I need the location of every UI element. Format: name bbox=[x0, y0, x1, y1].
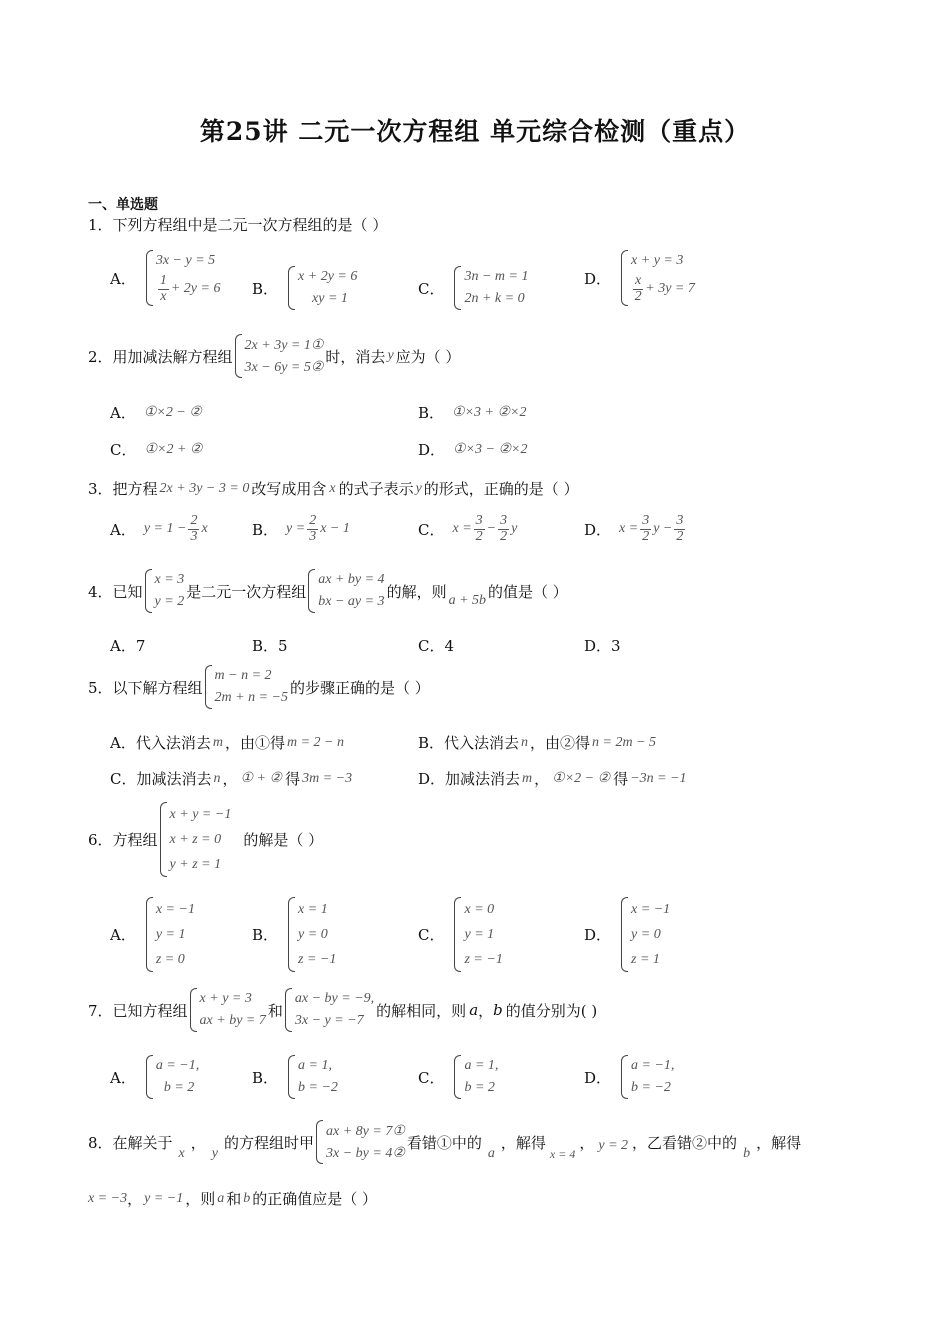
equation: b = 2 bbox=[464, 1080, 495, 1095]
variable: m bbox=[522, 770, 533, 786]
q3-option-a[interactable] bbox=[110, 514, 208, 544]
equation: x = −1 bbox=[631, 901, 671, 917]
option-label: C． bbox=[110, 441, 137, 459]
option-text: 得 bbox=[613, 770, 629, 788]
question-text: 的解是（ ） bbox=[243, 831, 324, 849]
equation: m − n = 2 bbox=[214, 668, 272, 683]
brace-icon bbox=[288, 266, 295, 310]
question-text: 2．用加减法解方程组 bbox=[88, 347, 233, 366]
question-text: 1．下列方程组中是二元一次方程组的是（ ） bbox=[88, 216, 388, 234]
variable: b bbox=[493, 1001, 503, 1019]
option-text: B．代入法消去 bbox=[418, 734, 520, 752]
variable: a bbox=[487, 1146, 495, 1161]
equation-system bbox=[288, 266, 357, 310]
denominator: 2 bbox=[500, 528, 508, 544]
question-text: 7．已知方程组 bbox=[88, 1001, 188, 1020]
equation: y = 0 bbox=[298, 926, 328, 942]
variable: m bbox=[212, 734, 223, 750]
question-text: 的值是（ ） bbox=[488, 582, 568, 601]
question-2-stem bbox=[88, 334, 460, 378]
option-text: ，由①得 bbox=[224, 734, 285, 752]
option-label: B． bbox=[252, 926, 279, 944]
solution-system bbox=[288, 1055, 338, 1099]
brace-icon bbox=[146, 1055, 153, 1099]
equation-system bbox=[190, 988, 266, 1032]
question-text: 是二元一次方程组 bbox=[186, 582, 307, 601]
equation: b = −2 bbox=[298, 1080, 338, 1095]
question-3-stem bbox=[88, 478, 579, 499]
solution-system bbox=[621, 897, 670, 972]
numerator: 3 bbox=[676, 513, 684, 528]
question-text: 的解，则 bbox=[386, 582, 447, 601]
question-text: ，乙看错②中的 bbox=[632, 1133, 738, 1152]
option-expression: ①×2 − ② bbox=[143, 405, 202, 420]
q4-option-d[interactable] bbox=[584, 635, 621, 656]
option-label: A． bbox=[110, 926, 136, 944]
equation: ax + by = 4 bbox=[318, 572, 385, 587]
section-heading: 一、单选题 bbox=[88, 197, 158, 213]
equation: 2x + 3y = 1① bbox=[244, 337, 324, 353]
option-expression: ①×3 + ②×2 bbox=[452, 405, 527, 420]
brace-icon bbox=[621, 897, 628, 972]
question-6-stem bbox=[88, 802, 323, 877]
equation: y = 1 bbox=[464, 926, 495, 942]
equation: ax + by = 7 bbox=[199, 1013, 266, 1028]
q1-option-c[interactable] bbox=[418, 266, 531, 310]
equation: n = 2m − 5 bbox=[592, 734, 657, 750]
expression-part: y bbox=[511, 521, 518, 537]
equation: 2x + 3y − 3 = 0 bbox=[159, 480, 250, 496]
q6-option-b[interactable] bbox=[252, 897, 338, 972]
equation: z = −1 bbox=[298, 951, 337, 967]
variable: y bbox=[387, 348, 394, 363]
equation: a = −1, bbox=[155, 1058, 200, 1073]
brace-icon bbox=[288, 1055, 295, 1099]
option-label: A． bbox=[110, 520, 136, 539]
denominator: 2 bbox=[676, 528, 684, 544]
option-label: B． bbox=[252, 520, 279, 539]
numerator: 2 bbox=[309, 513, 317, 528]
question-text: 的正确值应是（ ） bbox=[252, 1190, 378, 1208]
equation-system bbox=[621, 250, 695, 306]
brace-icon bbox=[288, 897, 295, 972]
brace-icon bbox=[145, 569, 152, 613]
option-text: A．7 bbox=[110, 637, 146, 655]
q4-option-a[interactable] bbox=[110, 635, 145, 656]
q6-option-d[interactable] bbox=[584, 897, 672, 972]
equation: + 3y = 7 bbox=[645, 281, 695, 296]
brace-icon bbox=[160, 802, 167, 877]
brace-icon bbox=[146, 250, 153, 306]
question-5-stem bbox=[88, 665, 430, 709]
q2-option-b[interactable] bbox=[418, 402, 526, 423]
question-text: 3．把方程 bbox=[88, 480, 158, 498]
equation: a = −1, bbox=[631, 1058, 675, 1073]
brace-icon bbox=[316, 1120, 323, 1164]
option-text: 得 bbox=[285, 770, 301, 788]
variable: x bbox=[329, 480, 336, 496]
brace-icon bbox=[454, 266, 461, 310]
solution-system bbox=[454, 1055, 498, 1099]
question-text: 时，消去 bbox=[325, 347, 386, 366]
q2-option-d[interactable] bbox=[418, 439, 527, 460]
variable: a bbox=[217, 1190, 225, 1206]
question-text: 6．方程组 bbox=[88, 831, 158, 849]
equation-system bbox=[316, 1120, 405, 1164]
option-label: C． bbox=[418, 1068, 445, 1087]
solution-system bbox=[145, 569, 185, 613]
q3-option-c[interactable] bbox=[418, 514, 517, 544]
q7-option-a[interactable] bbox=[110, 1055, 201, 1099]
equation: y + z = 1 bbox=[169, 856, 222, 872]
option-text: ， bbox=[222, 770, 238, 788]
expression-part: − bbox=[486, 521, 497, 537]
question-text: ，解得 bbox=[756, 1133, 802, 1152]
equation: a = 1, bbox=[298, 1058, 332, 1073]
expression-part: y = 1 − bbox=[143, 521, 187, 537]
q5-option-d[interactable] bbox=[418, 768, 687, 789]
equation: y = 2 bbox=[154, 594, 185, 609]
equation: y = 1 bbox=[155, 926, 186, 942]
expression-part: x = bbox=[452, 521, 472, 537]
equation: + 2y = 6 bbox=[170, 281, 221, 296]
equation-system bbox=[160, 802, 232, 877]
option-text: A．代入法消去 bbox=[110, 734, 211, 752]
q3-option-b[interactable] bbox=[252, 514, 350, 544]
option-text: ， bbox=[534, 770, 550, 788]
equation: 3x − by = 4② bbox=[326, 1145, 405, 1161]
equation: x = −3 bbox=[88, 1190, 128, 1206]
solution-system bbox=[146, 897, 195, 972]
equation: x = −1 bbox=[155, 901, 195, 917]
brace-icon bbox=[454, 897, 461, 972]
question-text: 的式子表示 bbox=[338, 480, 414, 498]
option-label: B． bbox=[252, 1068, 279, 1087]
equation: a = 1, bbox=[464, 1058, 499, 1073]
page-title: 第25讲 二元一次方程组 单元综合检测（重点） bbox=[199, 117, 751, 146]
expression-part: x − 1 bbox=[320, 521, 350, 537]
expression: ①×2 − ② bbox=[552, 771, 611, 786]
expression-part: y = bbox=[286, 521, 306, 537]
brace-icon bbox=[190, 988, 197, 1032]
equation: xy = 1 bbox=[312, 291, 348, 306]
q1-option-b[interactable] bbox=[252, 266, 359, 310]
question-text: ， bbox=[579, 1133, 595, 1152]
question-text: 的值分别为( ) bbox=[505, 1001, 598, 1020]
equation: bx − ay = 3 bbox=[318, 594, 385, 609]
brace-icon bbox=[285, 988, 292, 1032]
q5-option-b[interactable] bbox=[418, 732, 656, 753]
brace-icon bbox=[205, 665, 212, 709]
question-8-stem bbox=[88, 1120, 801, 1164]
option-label: D． bbox=[584, 1068, 612, 1087]
option-label: D． bbox=[584, 520, 612, 539]
q7-option-d[interactable] bbox=[584, 1055, 676, 1099]
q6-option-c[interactable] bbox=[418, 897, 505, 972]
option-expression: ①×3 − ②×2 bbox=[453, 442, 528, 457]
question-8-line-2 bbox=[88, 1188, 377, 1209]
expression-part: y − bbox=[653, 521, 673, 537]
expression: a + 5b bbox=[448, 593, 487, 608]
equation: z = −1 bbox=[464, 951, 503, 967]
equation: x + z = 0 bbox=[169, 831, 222, 847]
equation: 2n + k = 0 bbox=[464, 291, 525, 306]
numerator: 3 bbox=[642, 513, 650, 528]
option-label: D． bbox=[418, 441, 446, 459]
option-label: A． bbox=[110, 404, 136, 422]
variable: a bbox=[469, 1001, 479, 1019]
q2-option-a[interactable] bbox=[110, 402, 202, 423]
equation-system bbox=[454, 266, 528, 310]
equation: z = 1 bbox=[631, 951, 660, 967]
equation: x + 2y = 6 bbox=[298, 269, 358, 284]
question-text: ， bbox=[127, 1190, 143, 1208]
equation: m = 2 − n bbox=[286, 734, 344, 750]
equation: x + y = 3 bbox=[631, 253, 684, 268]
expression: ① + ② bbox=[240, 771, 283, 786]
equation-system bbox=[285, 988, 374, 1032]
option-label: D． bbox=[584, 926, 612, 944]
equation: ax − by = −9, bbox=[294, 991, 375, 1006]
question-1-stem bbox=[88, 214, 387, 235]
equation: x + y = −1 bbox=[169, 806, 232, 822]
q4-option-c[interactable] bbox=[418, 635, 454, 656]
question-text: 改写成用含 bbox=[251, 480, 327, 498]
option-label: C． bbox=[418, 926, 445, 944]
option-text: C．加减法消去 bbox=[110, 770, 212, 788]
equation: ax + 8y = 7① bbox=[326, 1123, 405, 1139]
expression-part: x = bbox=[619, 521, 639, 537]
q3-option-d[interactable] bbox=[584, 514, 687, 544]
equation: b = −2 bbox=[631, 1080, 671, 1095]
brace-icon bbox=[621, 250, 628, 306]
variable: n bbox=[521, 734, 529, 750]
equation: x = 0 bbox=[464, 901, 495, 917]
question-text: 的形式，正确的是（ ） bbox=[423, 480, 579, 498]
variable: y bbox=[211, 1146, 218, 1161]
numerator: 1 bbox=[159, 272, 167, 288]
equation: −3n = −1 bbox=[630, 770, 687, 786]
expression-part: x bbox=[201, 521, 208, 537]
denominator: 3 bbox=[309, 528, 317, 544]
variable: b bbox=[243, 1190, 251, 1206]
equation: y = 0 bbox=[631, 926, 661, 942]
equation: x = 3 bbox=[154, 572, 185, 587]
option-text: ，由②得 bbox=[530, 734, 591, 752]
q1-option-d[interactable] bbox=[584, 250, 697, 306]
question-text: ，则 bbox=[185, 1190, 216, 1208]
question-text: ， bbox=[478, 1001, 494, 1020]
equation: 3x − 6y = 5② bbox=[244, 359, 324, 375]
question-text: 5．以下解方程组 bbox=[88, 678, 203, 697]
question-text: 应为（ ） bbox=[395, 347, 461, 366]
q5-option-a[interactable] bbox=[110, 732, 344, 753]
option-label: C． bbox=[418, 279, 445, 298]
question-text: 8．在解关于 bbox=[88, 1133, 173, 1152]
q7-option-c[interactable] bbox=[418, 1055, 500, 1099]
question-4-stem bbox=[88, 569, 568, 613]
equation-system bbox=[205, 665, 288, 709]
variable: n bbox=[213, 770, 221, 786]
denominator: x bbox=[160, 288, 167, 304]
question-text: 和 bbox=[226, 1190, 242, 1208]
denominator: 2 bbox=[634, 288, 642, 304]
equation: z = 0 bbox=[155, 951, 185, 967]
equation-system bbox=[146, 250, 221, 306]
equation: 3n − m = 1 bbox=[464, 269, 529, 284]
numerator: 3 bbox=[500, 513, 508, 528]
denominator: 2 bbox=[642, 528, 650, 544]
question-text: ，解得 bbox=[500, 1133, 546, 1152]
brace-icon bbox=[621, 1055, 628, 1099]
brace-icon bbox=[235, 334, 242, 378]
variable: b bbox=[743, 1146, 751, 1161]
question-text: 的步骤正确的是（ ） bbox=[290, 678, 430, 697]
equation-system bbox=[308, 569, 384, 613]
equation: 3x − y = 5 bbox=[155, 253, 216, 268]
equation: y = −1 bbox=[144, 1190, 184, 1206]
option-label: A． bbox=[110, 1068, 136, 1087]
question-text: 的解相同，则 bbox=[376, 1001, 467, 1020]
numerator: 3 bbox=[475, 513, 483, 528]
numerator: 2 bbox=[190, 513, 198, 528]
option-text: B．5 bbox=[252, 637, 288, 655]
denominator: 2 bbox=[475, 528, 483, 544]
equation: x = 1 bbox=[298, 901, 328, 917]
option-label: B． bbox=[418, 404, 445, 422]
equation: x = 4 bbox=[549, 1146, 576, 1161]
equation: y = 2 bbox=[598, 1138, 629, 1153]
option-text: D．3 bbox=[584, 637, 621, 655]
solution-system bbox=[146, 1055, 199, 1099]
solution-system bbox=[621, 1055, 674, 1099]
brace-icon bbox=[146, 897, 153, 972]
numerator: x bbox=[635, 272, 642, 288]
option-label: B． bbox=[252, 279, 279, 298]
equation: 3m = −3 bbox=[302, 770, 353, 786]
option-label: C． bbox=[418, 520, 445, 539]
q5-option-c[interactable] bbox=[110, 768, 352, 789]
variable: x bbox=[178, 1146, 185, 1161]
q2-option-c[interactable] bbox=[110, 439, 202, 460]
equation-system bbox=[235, 334, 324, 378]
solution-system bbox=[288, 897, 336, 972]
question-text: ， bbox=[190, 1133, 206, 1152]
option-expression: ①×2 + ② bbox=[144, 442, 203, 457]
option-text: C．4 bbox=[418, 637, 455, 655]
brace-icon bbox=[454, 1055, 461, 1099]
denominator: 3 bbox=[190, 528, 198, 544]
brace-icon bbox=[308, 569, 315, 613]
question-7-stem bbox=[88, 988, 597, 1032]
equation: b = 2 bbox=[163, 1080, 195, 1095]
option-label: A． bbox=[110, 269, 136, 288]
equation: 2m + n = −5 bbox=[214, 690, 288, 705]
variable: y bbox=[415, 480, 422, 496]
q7-option-b[interactable] bbox=[252, 1055, 340, 1099]
q6-option-a[interactable] bbox=[110, 897, 197, 972]
q4-option-b[interactable] bbox=[252, 635, 288, 656]
question-text: 看错①中的 bbox=[406, 1133, 482, 1152]
option-text: D．加减法消去 bbox=[418, 770, 521, 788]
equation: 3x − y = −7 bbox=[294, 1013, 364, 1028]
question-text: 的方程组时甲 bbox=[224, 1133, 315, 1152]
solution-system bbox=[454, 897, 502, 972]
q1-option-a[interactable] bbox=[110, 250, 222, 306]
question-text: 和 bbox=[267, 1001, 283, 1020]
question-text: 4．已知 bbox=[88, 582, 143, 601]
equation: x + y = 3 bbox=[199, 991, 252, 1006]
option-label: D． bbox=[584, 269, 612, 288]
